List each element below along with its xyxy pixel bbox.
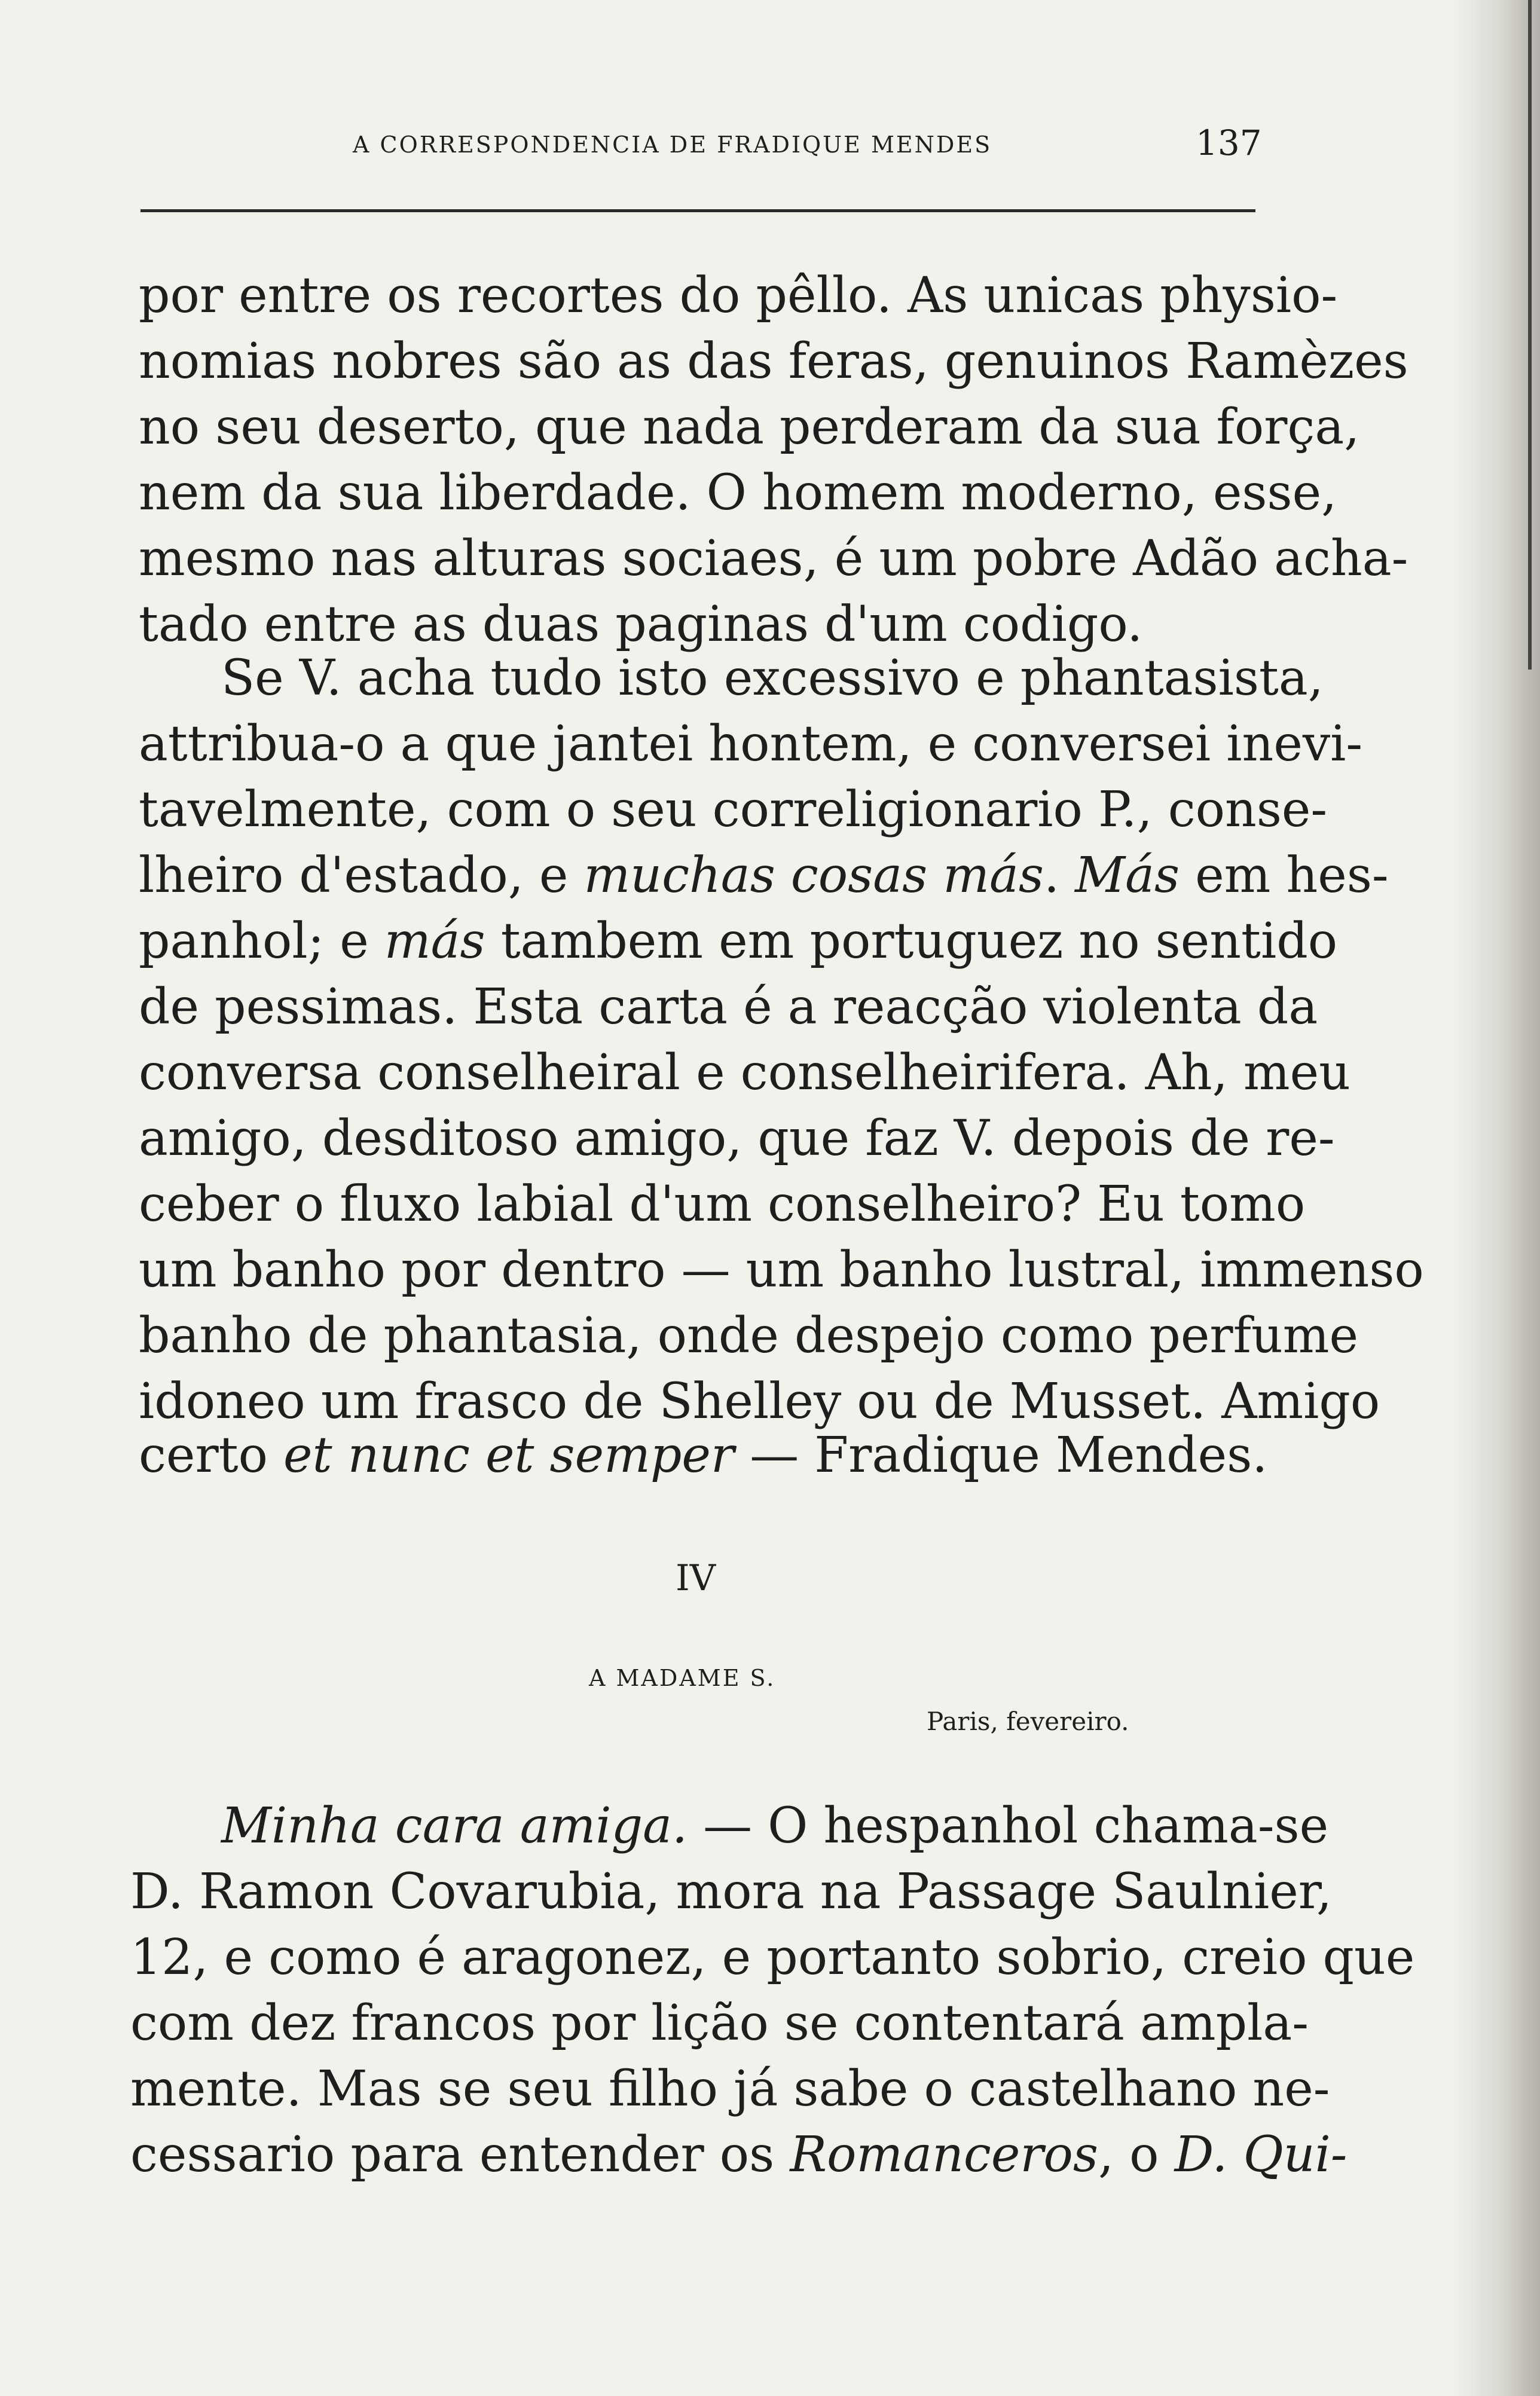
text-run: lheiro d'estado, e bbox=[139, 847, 584, 904]
text-line: com dez francos por lição se contentará ampla- bbox=[130, 1995, 1309, 2052]
text-line: 12, e como é aragonez, e portanto sobrio, creio que bbox=[130, 1929, 1415, 1986]
text-run: — O hespanhol chama-se bbox=[688, 1798, 1329, 1854]
text-run: tambem em portuguez no sentido bbox=[485, 913, 1338, 970]
text-line: Se V. acha tudo isto excessivo e phantasista, bbox=[221, 650, 1324, 707]
text-line bbox=[139, 840, 1389, 912]
letter-heading: A MADAME S. bbox=[589, 1665, 776, 1691]
text-line: amigo, desditoso amigo, que faz V. depois de re- bbox=[139, 1110, 1335, 1167]
italic-run: Romanceros bbox=[790, 2126, 1098, 2183]
section-numeral: IV bbox=[676, 1557, 716, 1599]
text-run: em hes- bbox=[1180, 847, 1389, 904]
text-line: conversa conselheiral e conselheirifera. Ah, meu bbox=[139, 1044, 1350, 1101]
text-run: — Fradique Mendes. bbox=[734, 1427, 1268, 1484]
text-line: mesmo nas alturas sociaes, é um pobre Adão acha- bbox=[139, 530, 1408, 587]
text-line: tavelmente, com o seu correligionario P., conse- bbox=[139, 781, 1328, 838]
text-line: um banho por dentro — um banho lustral, immenso bbox=[139, 1242, 1424, 1298]
text-line: attribua-o a que jantei hontem, e conversei inevi- bbox=[139, 716, 1363, 772]
italic-run: muchas cosas más bbox=[583, 847, 1044, 904]
text-line: nem da sua liberdade. O homem moderno, esse, bbox=[139, 464, 1337, 521]
text-run: , o bbox=[1098, 2126, 1175, 2183]
text-line: no seu deserto, que nada perderam da sua força, bbox=[139, 399, 1360, 456]
signature-line bbox=[139, 1420, 1268, 1492]
text-run: panhol; e bbox=[139, 913, 384, 970]
text-line bbox=[139, 906, 1338, 977]
page-number: 137 bbox=[1196, 123, 1262, 163]
text-line: de pessimas. Esta carta é a reacção violenta da bbox=[139, 979, 1318, 1035]
italic-run: Minha cara amiga. bbox=[221, 1798, 688, 1854]
text-line bbox=[130, 2119, 1348, 2191]
italic-run: D. Qui- bbox=[1174, 2126, 1348, 2183]
header-rule bbox=[140, 209, 1255, 212]
running-title: A CORRESPONDENCIA DE FRADIQUE MENDES bbox=[353, 132, 992, 158]
italic-run: Más bbox=[1075, 847, 1180, 904]
text-line: ceber o fluxo labial d'um conselheiro? Eu tomo bbox=[139, 1176, 1306, 1233]
page-edge-shadow bbox=[1450, 0, 1540, 2396]
text-line: D. Ramon Covarubia, mora na Passage Saulnier, bbox=[130, 1863, 1333, 1920]
text-line: mente. Mas se seu filho já sabe o castelhano ne- bbox=[130, 2061, 1330, 2117]
text-line: por entre os recortes do pêllo. As unicas physio- bbox=[139, 267, 1338, 324]
text-run: cessario para entender os bbox=[130, 2126, 790, 2183]
dateline: Paris, fevereiro. bbox=[927, 1707, 1129, 1736]
text-line: idoneo um frasco de Shelley ou de Musset. Amigo bbox=[139, 1373, 1380, 1430]
text-line bbox=[221, 1790, 1329, 1862]
text-line: nomias nobres são as das feras, genuinos Ramèzes bbox=[139, 333, 1408, 390]
italic-run: más bbox=[384, 913, 485, 970]
text-run: certo bbox=[139, 1427, 284, 1484]
page-edge-line bbox=[1528, 0, 1532, 670]
text-line: banho de phantasia, onde despejo como perfume bbox=[139, 1307, 1359, 1364]
text-run: . bbox=[1043, 847, 1075, 904]
italic-run: et nunc et semper bbox=[283, 1427, 735, 1484]
text-line: tado entre as duas paginas d'um codigo. bbox=[139, 596, 1143, 653]
